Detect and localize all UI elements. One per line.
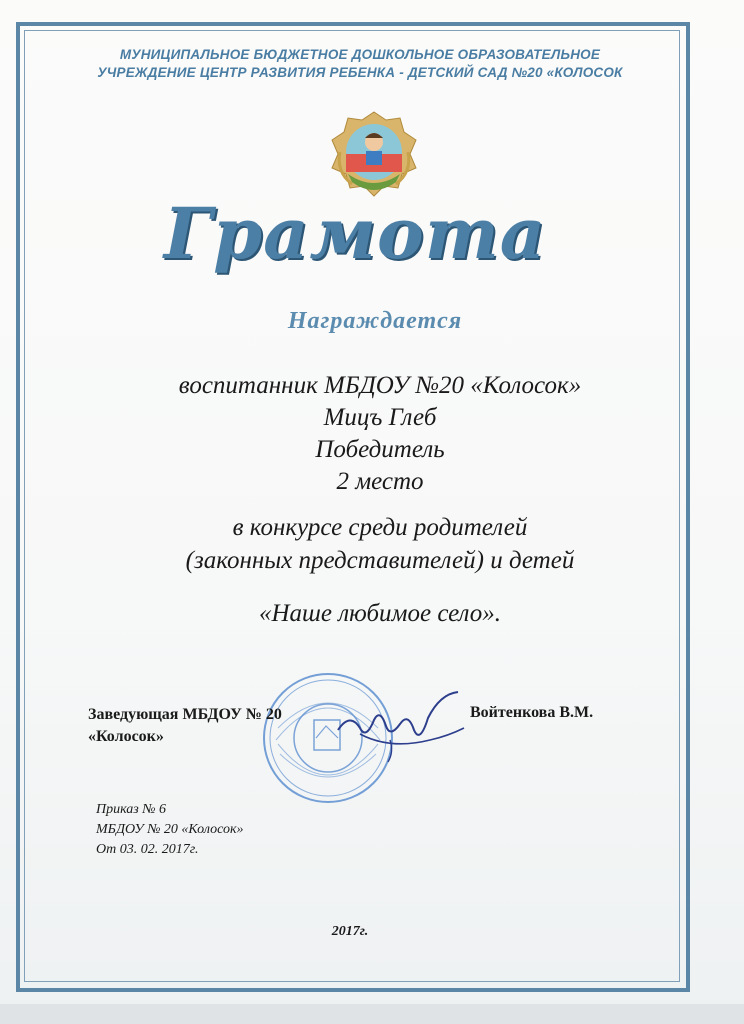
- contest-description-line-1: в конкурсе среди родителей: [232, 514, 528, 541]
- organization-line-1: МУНИЦИПАЛЬНОЕ БЮДЖЕТНОЕ ДОШКОЛЬНОЕ ОБРАЗОВАТЕЛЬНОЕ: [119, 47, 601, 62]
- organization-header: [40, 46, 680, 82]
- contest-description-line-2: (законных представителей) и детей: [185, 547, 575, 574]
- order-reference: [96, 800, 244, 860]
- award-status: Победитель: [315, 436, 445, 463]
- contest-name: «Наше любимое село».: [258, 600, 502, 627]
- award-recipient-line: воспитанник МБДОУ №20 «Колосок»: [178, 372, 582, 399]
- page-bottom-edge: [0, 1004, 744, 1024]
- order-institution: МБДОУ № 20 «Колосок»: [96, 822, 244, 837]
- organization-line-2: УЧРЕЖДЕНИЕ ЦЕНТР РАЗВИТИЯ РЕБЕНКА - ДЕТСКИЙ САД №20 «КОЛОСОК: [97, 65, 623, 80]
- certificate-title: Грамота: [163, 192, 547, 275]
- order-date: От 03. 02. 2017г.: [96, 842, 199, 857]
- director-position-line-2: «Колосок»: [88, 728, 164, 745]
- order-number: Приказ № 6: [96, 802, 166, 817]
- director-position-line-1: Заведующая МБДОУ № 20: [88, 706, 282, 723]
- kolosok-emblem-icon: [326, 108, 422, 200]
- certificate-year: 2017г.: [331, 924, 369, 939]
- director-position: [88, 704, 282, 748]
- award-place: 2 место: [336, 468, 424, 495]
- director-name: Войтенкова В.М.: [470, 704, 594, 721]
- certificate-subtitle: Награждается: [287, 308, 463, 334]
- recipient-name: Мицъ Глеб: [323, 404, 437, 431]
- handwritten-signature-icon: [330, 690, 470, 770]
